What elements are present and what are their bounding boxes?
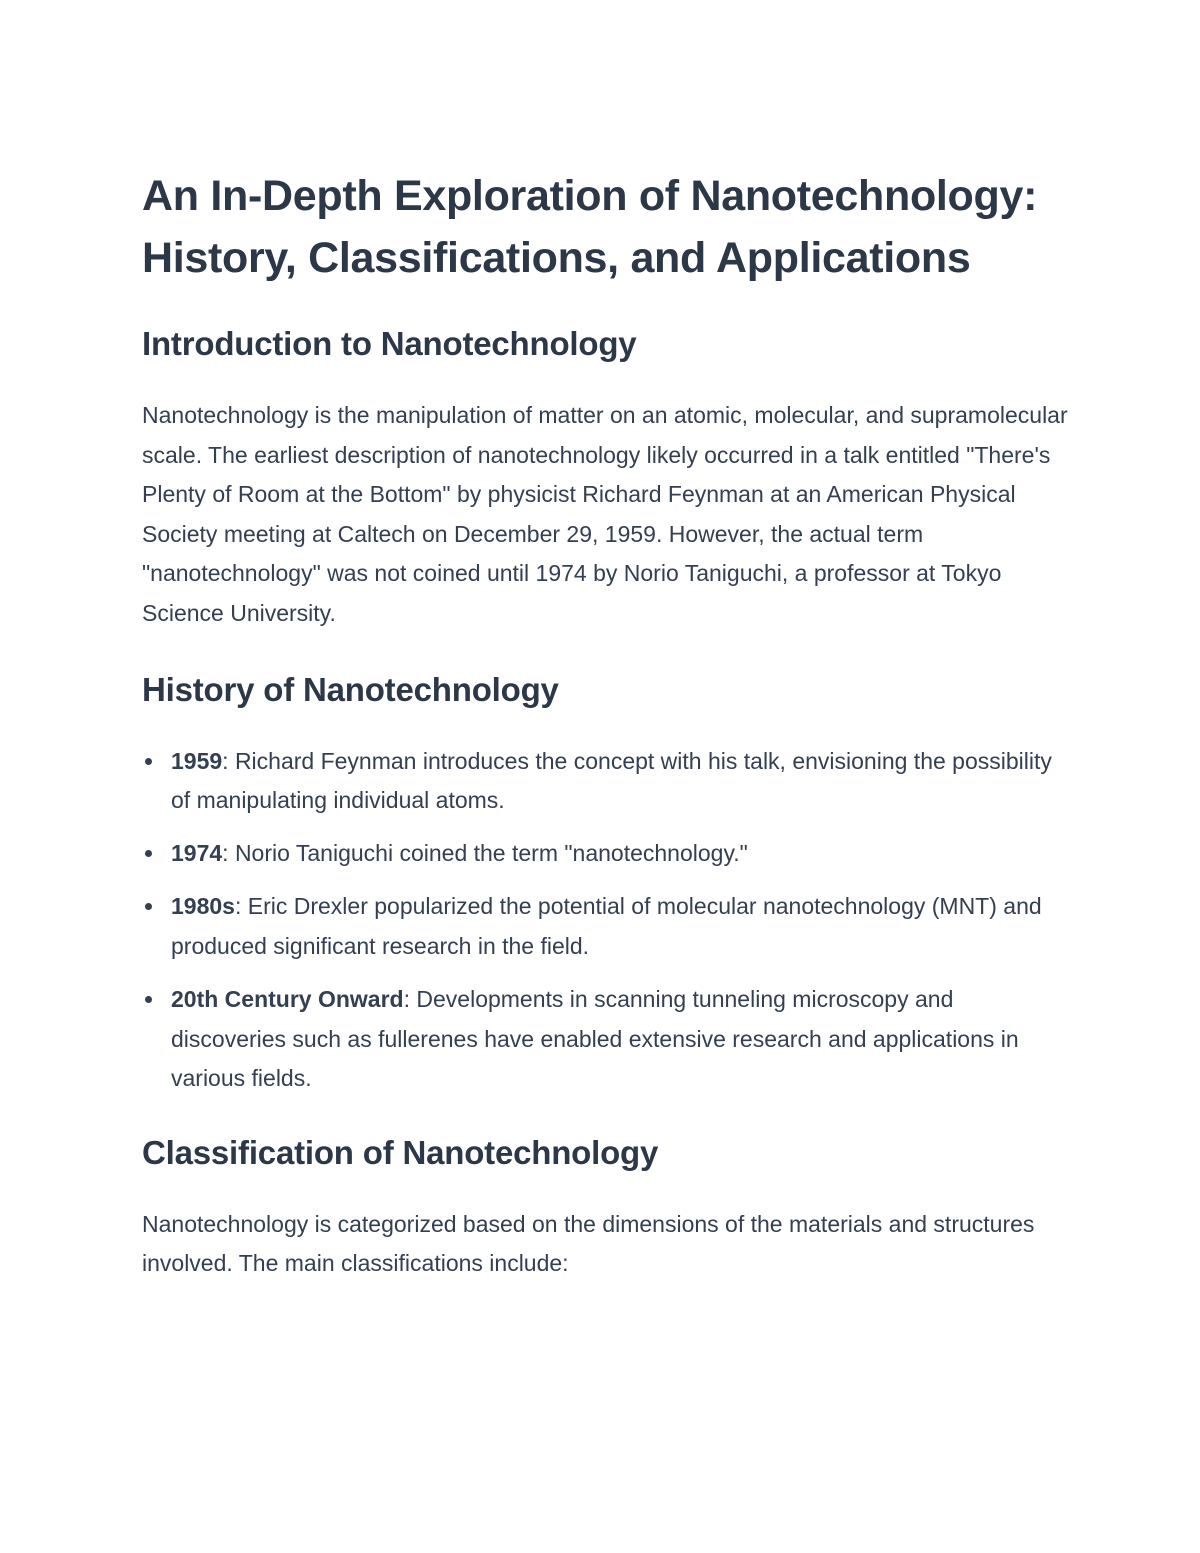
bullet-icon [145, 850, 152, 857]
history-item-term: 1959 [171, 747, 223, 774]
section-heading-introduction: Introduction to Nanotechnology [142, 325, 637, 362]
introduction-paragraph: Nanotechnology is the manipulation of matter on an atomic, molecular, and supramolecular scale. The earliest description of nanotechnology likely occurred in a talk entitled "There's Plenty of Room at the Bottom" by physicist Richard Feynman at an American Physical Society meeting at Caltech on December 29, 1959. However, the actual term "nanotechnology" was not coined until 1974 by Norio Taniguchi, a professor at Tokyo Science University. [142, 402, 1068, 626]
history-item-text: : Eric Drexler popularized the potential of molecular nanotechnology (MNT) and produced significant research in the field. [171, 893, 1042, 959]
section-heading-history: History of Nanotechnology [142, 670, 559, 708]
history-item-text: : Richard Feynman introduces the concept with his talk, envisioning the possibility of manipulating individual atoms. [171, 747, 1052, 814]
document-title: An In-Depth Exploration of Nanotechnology: History, Classifications, and Applications [142, 172, 1038, 282]
document-page [142, 165, 1072, 1284]
history-list-item [142, 834, 1072, 874]
bullet-icon [145, 903, 152, 910]
history-item-term: 1974 [171, 840, 223, 867]
bullet-icon [145, 996, 152, 1003]
history-list [142, 742, 1072, 1099]
history-item-term: 1980s [171, 893, 235, 920]
history-item-text: : Developments in scanning tunneling microscopy and discoveries such as fullerenes have enabled extensive research and applications in various fields. [171, 986, 1019, 1092]
section-heading-classification: Classification of Nanotechnology [142, 1133, 659, 1171]
history-item-text: : Norio Taniguchi coined the term "nanotechnology." [222, 840, 748, 867]
history-list-item [142, 887, 1072, 966]
classification-paragraph: Nanotechnology is categorized based on the dimensions of the materials and structures involved. The main classifications include: [142, 1210, 1035, 1277]
history-list-item [142, 980, 1072, 1099]
bullet-icon [145, 758, 152, 765]
history-item-term: 20th Century Onward [171, 986, 404, 1013]
history-list-item [142, 742, 1072, 821]
